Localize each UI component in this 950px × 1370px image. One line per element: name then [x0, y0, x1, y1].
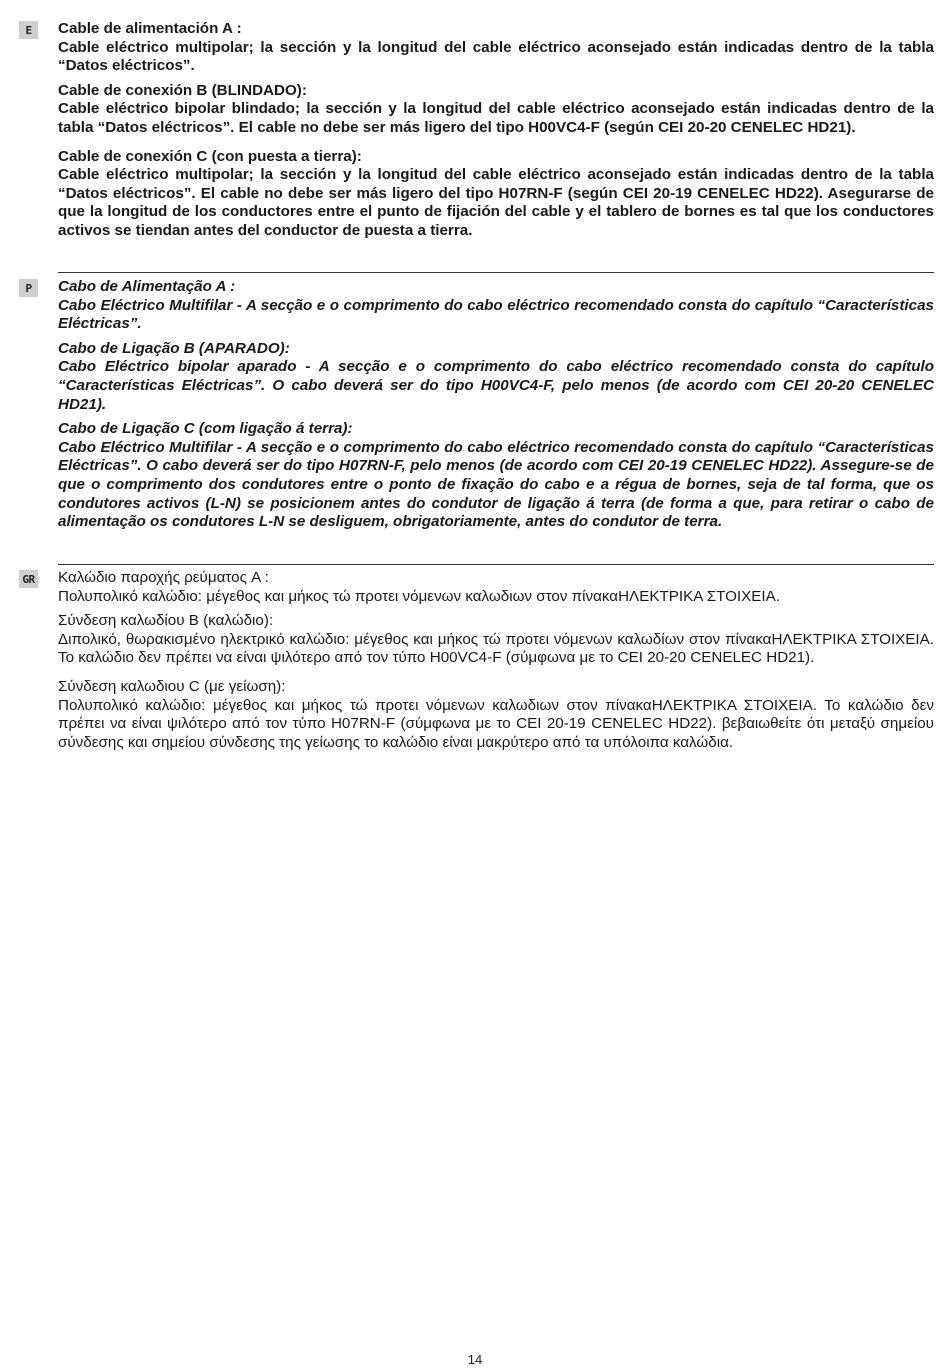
- language-tag-gr: GR: [19, 570, 38, 588]
- greek-content: [58, 569, 934, 758]
- spanish-block-b: [58, 82, 934, 138]
- spanish-text-b: Cable eléctrico bipolar blindado; la sección y la longitud del cable eléctrico aconsejado están indicadas dentro de la tabla “Datos eléctricos”. El cable no debe ser más ligero del tipo H00VC4-F (según CEI 20-20 CENELEC HD21).: [58, 100, 934, 136]
- greek-block-a: [58, 569, 934, 606]
- portuguese-block-c: [58, 420, 934, 532]
- portuguese-heading-b: Cabo de Ligação B (APARADO):: [58, 339, 290, 357]
- spanish-content: [58, 20, 934, 247]
- divider-es-pt: [58, 272, 934, 273]
- spanish-heading-a: Cable de alimentación A :: [58, 20, 242, 37]
- language-tag-p: P: [19, 279, 38, 297]
- greek-text-c: Πολυπολικό καλώδιο: μέγεθος και μήκος τώ προτει νόμενων καλωδιων στον πίνακαΗΛΕΚΤΡΙΚΑ ΣΤΟΙΧΕΙΑ. Το καλώδιο δεν πρέπει να είναι ψιλότερο από τον τύπο H07RN-F (σύμφωνα με το CEI 20-19 CENELEC HD22). βεβαιωθείτε ότι μεταξύ σημείου σύνδεσης και σημείου σύνδεσης της γείωσης το καλώδιο είναι μακρύτερο από τα υπόλοιπα καλώδια.: [58, 696, 934, 751]
- greek-heading-a: Καλώδιο παροχής ρεύματος A :: [58, 569, 269, 586]
- page-number: 14: [467, 1352, 483, 1367]
- portuguese-block-a: [58, 278, 934, 334]
- spanish-heading-c: Cable de conexión C (con puesta a tierra):: [58, 147, 362, 165]
- greek-heading-c: Σύνδεση καλωδιου C (με γείωση):: [58, 677, 286, 695]
- greek-heading-b: Σύνδεση καλωδίου B (καλώδιο):: [58, 612, 274, 630]
- portuguese-text-c: Cabo Eléctrico Multifilar - A secção e o comprimento do cabo eléctrico recomendado consta do capítulo “Características Eléctricas”. O cabo deverá ser do tipo H07RN-F, pelo menos (de acordo com CEI 20-19 CENELEC HD22). Assegure-se de que o comprimento dos condutores entre o ponto de fixação do cabo e a régua de bornes, seja de tal forma, que os condutores activos (L-N) se posicionem antes do condutor de ligação á terra (de forma a que, para retirar o cabo de alimentação os condutores L-N se desliguem, obrigatoriamente, antes do condutor de terra.: [58, 438, 934, 531]
- language-tag-e: E: [19, 21, 38, 39]
- spanish-text-c: Cable eléctrico multipolar; la sección y la longitud del cable eléctrico aconsejado están indicadas dentro de la tabla “Datos eléctricos”. El cable no debe ser más ligero del tipo H07RN-F (según CEI 20-19 CENELEC HD22). Asegurarse de que la longitud de los conductores entre el punto de fijación del cable y el tablero de bornes es tal que los conductores activos se tiendan antes del conductor de puesta a tierra.: [58, 166, 934, 239]
- portuguese-heading-a: Cabo de Alimentação A :: [58, 278, 236, 295]
- portuguese-content: [58, 278, 934, 538]
- portuguese-block-b: [58, 340, 934, 414]
- greek-block-b: [58, 612, 934, 668]
- portuguese-text-a: Cabo Eléctrico Multifilar - A secção e o comprimento do cabo eléctrico recomendado consta do capítulo “Características Eléctricas”.: [58, 296, 934, 333]
- greek-text-b: Διπολικό, θωρακισμένο ηλεκτρικό καλώδιο: μέγεθος και μήκος τώ προτει νόμενων καλωδίων στον πίνακαΗΛΕΚΤΡΙΚΑ ΣΤΟΙΧΕΙΑ. Το καλώδιο δεν πρέπει να είναι ψιλότερο από τον τύπο H00VC4-F (σύμφωνα με το CEI 20-20 CENELEC HD21).: [58, 630, 934, 667]
- spanish-text-a: Cable eléctrico multipolar; la sección y la longitud del cable eléctrico aconsejado están indicadas dentro de la tabla “Datos eléctricos”.: [58, 38, 934, 75]
- portuguese-text-b: Cabo Eléctrico bipolar aparado - A secção e o comprimento do cabo eléctrico recomendado consta do capítulo “Características Eléctricas”. O cabo deverá ser do tipo H00VC4-F, pelo menos (de acordo com CEI 20-20 CENELEC HD21).: [58, 358, 934, 413]
- divider-pt-gr: [58, 564, 934, 565]
- greek-text-a: Πολυπολικό καλώδιο: μέγεθος και μήκος τώ προτει νόμενων καλωδιων στον πίνακαΗΛΕΚΤΡΙΚΑ ΣΤΟΙΧΕΙΑ.: [58, 587, 780, 605]
- greek-block-c: [58, 678, 934, 752]
- spanish-heading-b: Cable de conexión B (BLINDADO):: [58, 81, 307, 99]
- spanish-block-a: [58, 20, 934, 76]
- spanish-block-c: [58, 148, 934, 241]
- portuguese-heading-c: Cabo de Ligação C (com ligação á terra):: [58, 420, 353, 438]
